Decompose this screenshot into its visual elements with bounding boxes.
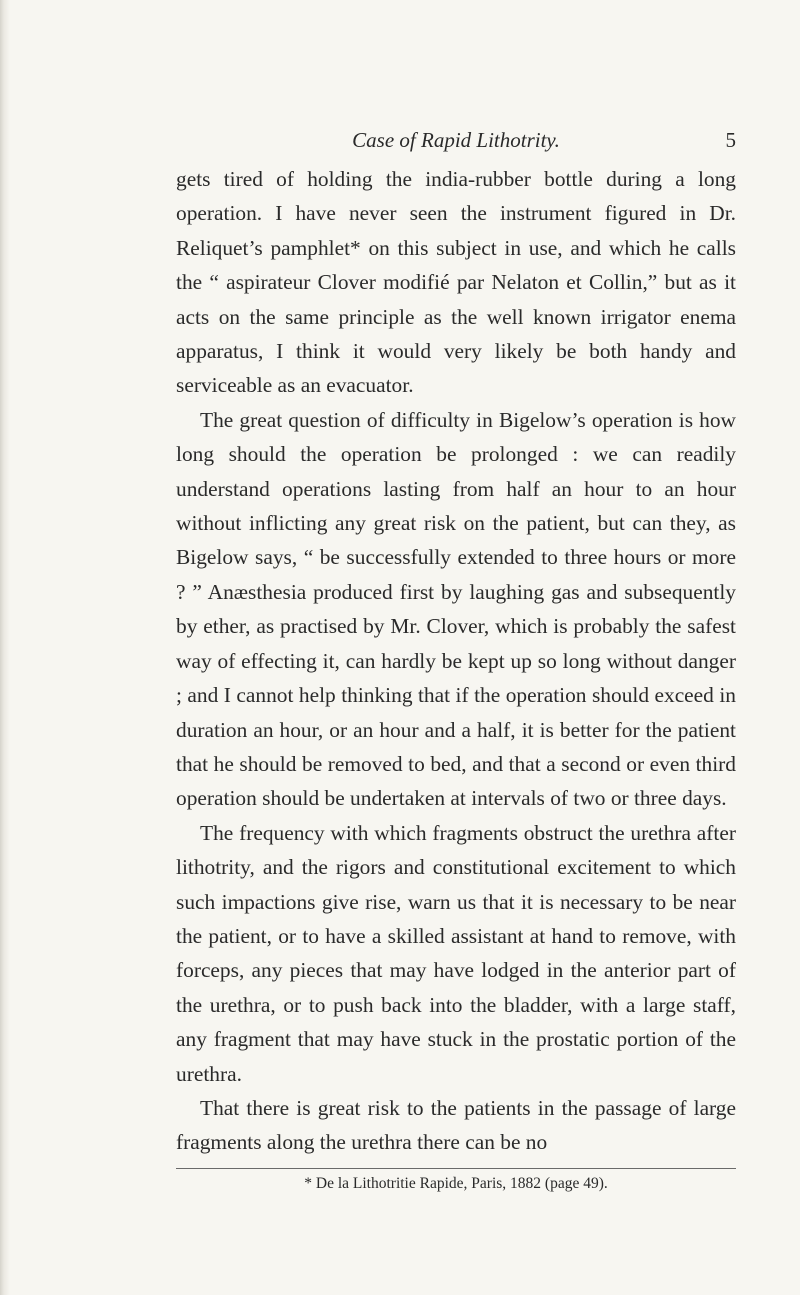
book-page: [176, 128, 736, 1195]
footnote-rule: [176, 1168, 736, 1169]
paragraph-operation-duration: The great question of difficulty in Bigelow’s operation is how long should the operation be prolonged : we can readily understand operations lasting from half an hour to an hour without inflicting any great risk on the patient, but can they, as Bigelow says, “ be successfully extended to three hours or more ? ” Anæsthesia produced first by laughing gas and subsequently by ether, as practised by Mr. Clover, which is probably the safest way of effecting it, can hardly be kept up so long without danger ; and I cannot help thinking that if the operation should exceed in duration an hour, or an hour and a half, it is better for the patient that he should be removed to bed, and that a second or even third operation should be undertaken at intervals of two or three days.: [176, 407, 736, 811]
paragraph-fragment-obstruction: The frequency with which fragments obstruct the urethra after lithotrity, and the rigors and constitutional excitement to which such impactions give rise, warn us that it is necessary to be near the patient, or to have a skilled assistant at hand to remove, with forceps, any pieces that may have lodged in the anterior part of the urethra, or to push back into the bladder, with a large staff, any fragment that may have stuck in the prostatic portion of the urethra.: [176, 820, 736, 1086]
page-binding-edge: [0, 0, 10, 1295]
running-title: Case of Rapid Lithotrity.: [352, 128, 560, 152]
running-head: [176, 128, 736, 162]
footnote: * De la Lithotritie Rapide, Paris, 1882 (page 49).: [304, 1174, 608, 1192]
page-number: 5: [725, 128, 736, 152]
paragraph-fragment-risk: That there is great risk to the patients in the passage of large fragments along the urethra there can be no: [176, 1095, 736, 1155]
paragraph-continuation: gets tired of holding the india-rubber bottle during a long operation. I have never seen the instrument figured in Dr. Reliquet’s pamphlet* on this subject in use, and which he calls the “ aspirateur Clover modifié par Nelaton et Collin,” but as it acts on the same principle as the well known irrigator enema apparatus, I think it would very likely be both handy and serviceable as an evacuator.: [176, 167, 736, 398]
body-text: [176, 162, 736, 1160]
